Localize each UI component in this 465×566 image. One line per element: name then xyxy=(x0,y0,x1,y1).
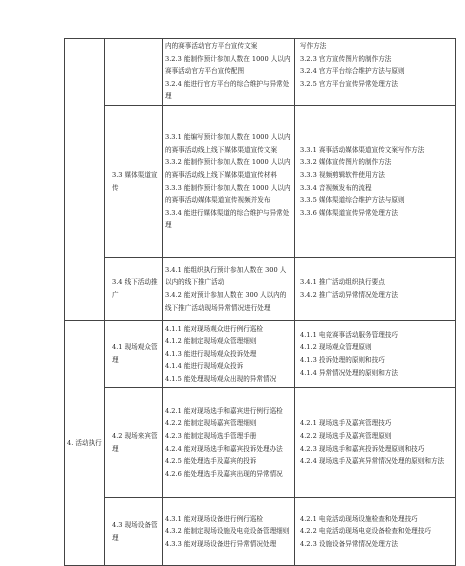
knowledge-item: 3.2.5 官方平台宣传异常处理方法 xyxy=(300,79,398,88)
knowledge-item: 3.3.6 媒体渠道宣传异常处理方法 xyxy=(300,208,398,217)
skill-cell xyxy=(163,258,295,321)
knowledge-item: 3.3.4 音视频发布的流程 xyxy=(300,183,372,192)
skill-item: 4.1.2 能制定现场观众管理细则 xyxy=(165,337,257,346)
knowledge-item: 写作方法 xyxy=(300,42,327,50)
skill-item: 4.3.2 能制定现场设施及电竞设备管理细则 xyxy=(165,527,290,536)
knowledge-item: 4.2.1 现场选手及嘉宾管理技巧 xyxy=(300,419,392,428)
knowledge-item: 3.3.2 媒体宣传图片的制作方法 xyxy=(300,158,392,167)
knowledge-item: 4.1.3 投诉处理的原则和技巧 xyxy=(300,356,385,364)
subgroup-cell: 4.1 现场观众管理 xyxy=(105,321,163,388)
group-cell xyxy=(65,39,105,321)
subgroup-cell xyxy=(105,39,163,106)
subgroup-cell: 3.3 媒体渠道宣传 xyxy=(105,106,163,258)
table-row xyxy=(65,321,456,388)
skill-item: 4.1.3 能进行现场观众投诉处理 xyxy=(165,349,257,358)
skill-item: 4.2.4 能对现场选手和嘉宾投诉处理办法 xyxy=(165,444,283,453)
subgroup-cell: 4.2 现场来宾管理 xyxy=(105,388,163,498)
skill-cell xyxy=(163,39,295,106)
skill-item: 3.3.2 能制作预计参加人数在 1000 人以内的赛事活动线上线下媒体渠道宣传材料 xyxy=(165,158,291,179)
skill-item: 4.2.2 能制定现场嘉宾管理细则 xyxy=(165,419,257,428)
skill-cell xyxy=(163,321,295,388)
knowledge-cell xyxy=(295,321,456,388)
knowledge-item: 3.2.3 官方宣传图片的制作方法 xyxy=(300,54,392,63)
skill-item: 3.3.4 能进行媒体渠道的综合维护与异常处理 xyxy=(165,208,290,230)
subgroup-cell: 3.4 线下活动推广 xyxy=(105,258,163,321)
knowledge-item: 3.3.3 视频剪辑软件使用方法 xyxy=(300,170,385,179)
knowledge-item: 3.4.1 推广活动组织执行要点 xyxy=(300,278,385,287)
knowledge-cell xyxy=(295,388,456,498)
knowledge-item: 4.2.2 现场选手及嘉宾管理原则 xyxy=(300,431,392,440)
knowledge-cell xyxy=(295,39,456,106)
skill-item: 3.2.3 能制作预计参加人数在 1000 人以内赛事活动官方平台宣传配图 xyxy=(165,54,291,76)
knowledge-item: 3.4.2 推广活动异常情况处理方法 xyxy=(300,291,398,299)
subgroup-cell: 4.3 现场设备管理 xyxy=(105,498,163,566)
skill-item: 3.3.3 能制作预计参加人数在 1000 人以内的赛事活动媒体渠道宣传视频并发布 xyxy=(165,183,291,205)
skill-item: 4.2.3 能制定现场选手管理手册 xyxy=(165,431,257,440)
skill-item: 4.3.1 能对现场设备进行例行巡检 xyxy=(165,514,263,523)
knowledge-item: 3.3.1 赛事活动媒体渠道宣传文案写作方法 xyxy=(300,145,425,154)
skill-cell xyxy=(163,106,295,258)
table-row xyxy=(65,388,456,498)
knowledge-item: 4.2.1 电竞活动现场设施检查和处理技巧 xyxy=(300,514,418,523)
skill-cell xyxy=(163,498,295,566)
knowledge-cell xyxy=(295,258,456,321)
knowledge-item: 3.3.5 媒体渠道综合维护方法与原则 xyxy=(300,196,405,205)
skill-item: 4.3.3 能对现场设备进行异常情况处理 xyxy=(165,539,277,548)
knowledge-item: 3.2.4 官方平台综合维护方法与原则 xyxy=(300,67,405,76)
knowledge-cell xyxy=(295,498,456,566)
knowledge-item: 4.2.2 电竞活动现场电竞设备检查和处理技巧 xyxy=(300,527,431,536)
skill-item: 4.2.1 能对现场选手和嘉宾进行例行巡检 xyxy=(165,406,283,415)
skill-item: 4.1.5 能处理现场观众出现的异常情况 xyxy=(165,374,277,383)
knowledge-item: 4.1.2 现场观众管理原则 xyxy=(300,343,372,352)
table-row xyxy=(65,39,456,106)
table-row xyxy=(65,106,456,258)
skill-cell xyxy=(163,388,295,498)
skill-item: 3.4.1 能组织执行预计参加人数在 300 人以内的线下推广活动 xyxy=(165,265,287,287)
skill-item: 4.1.1 能对现场观众进行例行巡检 xyxy=(165,324,263,333)
knowledge-item: 4.1.4 异常情况处理的原则和方法 xyxy=(300,368,398,377)
skill-item: 4.2.5 能处理选手及嘉宾的投诉 xyxy=(165,457,257,466)
knowledge-item: 4.2.4 现场选手及嘉宾异常情况处理的原则和方法 xyxy=(300,457,445,466)
knowledge-item: 4.2.3 设施设备异常情况处理方法 xyxy=(300,539,398,548)
skill-item: 内的赛事活动官方平台宣传文案 xyxy=(165,42,258,50)
table-row xyxy=(65,498,456,566)
skill-item: 3.3.1 能编写预计参加人数在 1000 人以内的赛事活动线上线下媒体渠道宣传文案 xyxy=(165,133,291,154)
skill-item: 4.2.6 能处理选手及嘉宾出现的异常情况 xyxy=(165,469,283,478)
skill-item: 3.2.4 能进行官方平台的综合维护与异常处理 xyxy=(165,79,290,101)
competency-table xyxy=(64,38,456,566)
table-row xyxy=(65,258,456,321)
knowledge-item: 4.1.1 电竞赛事活动服务管理技巧 xyxy=(300,330,398,339)
group-cell: 4. 活动执行 xyxy=(65,321,105,566)
skill-item: 3.4.2 能对预计参加人数在 300 人以内的线下推广活动现场异常情况进行处理 xyxy=(165,291,287,312)
skill-item: 4.1.4 能进行现场观众投诉 xyxy=(165,362,244,371)
knowledge-item: 4.2.3 现场选手和嘉宾投诉处理原则和技巧 xyxy=(300,444,425,453)
knowledge-cell xyxy=(295,106,456,258)
